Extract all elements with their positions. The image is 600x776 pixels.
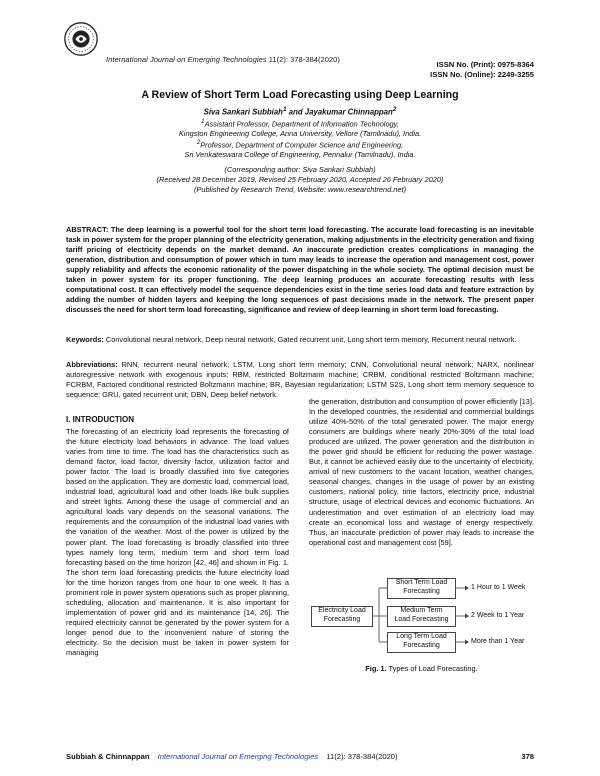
root-box-line1: Electricity Load bbox=[318, 607, 366, 614]
box-medium-term bbox=[387, 606, 456, 627]
affiliation-2-sup: 2 bbox=[196, 139, 201, 146]
abbreviations-label: Abbreviations: bbox=[66, 360, 118, 369]
short-term-line2: Forecasting bbox=[403, 587, 440, 595]
author-1: Siva Sankari Subbiah bbox=[203, 107, 283, 117]
received-dates: (Received 28 December 2019, Revised 25 February 2020, Accepted 26 February 2020) bbox=[156, 175, 444, 184]
box-short-term bbox=[387, 578, 456, 599]
page-footer bbox=[66, 752, 534, 761]
affiliation-1-line1: Assistant Professor, Department of Information Technology, bbox=[204, 119, 399, 129]
footer-journal: International Journal on Emerging Technologies bbox=[157, 752, 319, 761]
abbreviations bbox=[66, 360, 534, 400]
issn-online: ISSN No. (Online): 2249-3255 bbox=[430, 70, 534, 79]
abstract-label: ABSTRACT: bbox=[66, 225, 109, 234]
affiliation-1-sup: 1 bbox=[201, 118, 205, 125]
intro-left-column: The forecasting of an electricity load represents the forecasting of the future electricity load behaviors in advance. The load values varies from time to time. The load has the characteristics such as demand factor, load factor, diversity factor, utilization factor and power factor. The load is broadly classified into five categories based on the application. They are domestic load, commercial load, industrial load, agricultural load and other loads like bulk supplies and street lights. Among these the usage of commercial and an agricultural loads vary depends on the seasonal variations. The requirements and the consumption of the industrial load varies with the variation of the weather. Most of the power is utilized by the power plant. The load forecasting is broadly classified into three types namely long term, medium term and short term load forecasting based on the time horizon [42, 46] and shown in Fig. 1. The short term load forecasting predicts the future electricity load for the time horizon ranges from one hour to one week. It has a prominent role in power system operations such as proper planning, scheduling, allocation and maintenance. It is also important for implementation of power grid and its maintenance [14, 26]. The required electricity cannot be generated by the power system for a longer period due to the inconvenient nature of storing the electricity. So the decision must be taken in power system for managing bbox=[66, 427, 289, 658]
affiliation-2 bbox=[0, 138, 600, 160]
author-2: Jayakumar Chinnappan bbox=[304, 107, 393, 117]
medium-term-line2: Load Forecasting bbox=[394, 615, 449, 623]
paper-title: A Review of Short Term Load Forecasting using Deep Learning bbox=[141, 89, 459, 101]
author-joiner: and bbox=[286, 107, 305, 117]
corresponding-author: (Corresponding author: Siva Sankari Subbiah) bbox=[224, 165, 376, 174]
journal-name: International Journal on Emerging Technologies bbox=[106, 55, 267, 64]
intro-right-column bbox=[309, 397, 534, 548]
figure-caption-text: Types of Load Forecasting. bbox=[386, 664, 478, 673]
affiliation-2-line2: Sri Venkateswara College of Engineering, Pennalur (Tamilnadu), India. bbox=[184, 150, 416, 160]
journal-logo-icon bbox=[62, 20, 100, 58]
affiliation-1 bbox=[0, 117, 600, 139]
root-box-electricity-load-forecasting bbox=[311, 606, 373, 627]
long-term-line2: Forecasting bbox=[403, 641, 440, 649]
journal-header bbox=[106, 55, 340, 64]
author-line bbox=[0, 106, 600, 117]
horizon-short-term: 1 Hour to 1 Week bbox=[471, 584, 526, 591]
footer-volume: 11(2): 378-384(2020) bbox=[326, 752, 398, 761]
figure-1-diagram bbox=[309, 578, 539, 662]
abbreviations-text: RNN, recurrent neural network; LSTM, Long short term memory; CNN, Convolutional neural network; NARX, nonlinear autoregressive network with exogenous inputs; RBM, restricted Boltzmann machine; CRBM, conditional restricted Boltzmann machine; FCRBM, Factored conditional restricted Boltzmann machine; BR, Bayesian regularization; LSTM S2S, Long short term memory sequence to sequence; GRU, gated recurrent unit; DBN, Deep belief network. bbox=[66, 360, 534, 399]
keywords bbox=[66, 335, 534, 345]
footer-authors: Subbiah & Chinnappan bbox=[66, 752, 150, 761]
intro-right-paragraph-1: the generation, distribution and consumption of power efficiently [13]. bbox=[309, 397, 535, 406]
published-by: (Published by Research Trend, Website: www.researchtrend.net) bbox=[193, 185, 407, 194]
long-term-line1: Long Term Load bbox=[396, 633, 447, 640]
keywords-label: Keywords: bbox=[66, 335, 104, 344]
abstract-text: The deep learning is a powerful tool for the short term load forecasting. The accurate load forecasting is an inevitable task in power system for the proper planning of the electricity generation, making adjustments in the electricity generation and fixing tariff pricing of electricity depends on the market demand. An inaccurate prediction creates complications in managing the generation, distribution and consumption of power which in turn may leads to increase the operation and management cost, power supply reliability and affects the economic rationality of the power dispatching in the whole society. The optimal decision must be taken in power system for its proper functioning. The deep learning produces an accurate forecasting results with less computational cost. It can effectively model the sequence dependencies exist in the time series load data and feature extraction by adding the number of hidden layers and keeping the long sequences of past decisions made in the network. The present paper discusses the need for short term load forecasting, significance and review of deep learning in short term load forecasting. bbox=[66, 225, 534, 314]
footer-page-number: 378 bbox=[521, 752, 534, 761]
horizon-medium-term: 2 Week to 1 Year bbox=[471, 612, 525, 619]
author-2-sup: 2 bbox=[392, 106, 397, 113]
affiliation-1-line2: Kingston Engineering College, Anna University, Vellore (Tamilnadu), India. bbox=[178, 129, 422, 139]
affiliation-2-line1: Professor, Department of Computer Science and Engineering, bbox=[200, 140, 404, 150]
horizon-long-term: More than 1 Year bbox=[471, 638, 525, 645]
keywords-text: Convolutional neural network, Deep neural network, Gated recurrent unit, Long short term memory, Recurrent neural network. bbox=[103, 335, 517, 344]
intro-right-paragraph-2: In the developed countries, the residential and commercial buildings utilize 40%-50% of the total generated power. The major energy consumers are buildings where nearly 20%-30% of the total load produced are utilized. The power generation and the distribution in the power grid should be efficient for reducing the power wastage. But, it cannot be achieved easily due to the uncertainty of electricity, arrival of new customers to the vacant location, weather changes, seasonal changes, changes in the usage of power by an existing customers, national policy, time factors, electricity price, industrial structure, usage of electrical devices and economic fluctuations. An underestimation and over estimation of an electricity load may create an economical loss and wastage of energy respectively. Thus, an inaccurate prediction of power may leads to increase the operational cost and management cost [59]. bbox=[309, 407, 534, 547]
author-1-sup: 1 bbox=[282, 106, 287, 113]
short-term-line1: Short Term Load bbox=[395, 579, 448, 586]
abstract bbox=[66, 225, 534, 315]
figure-caption-label: Fig. 1. bbox=[365, 664, 387, 673]
root-box-line2: Forecasting bbox=[323, 615, 361, 623]
box-long-term bbox=[387, 632, 456, 653]
section-heading: I. INTRODUCTION bbox=[66, 415, 134, 424]
figure-1-caption bbox=[309, 664, 534, 673]
journal-volume: 11(2): 378-384(2020) bbox=[268, 55, 340, 64]
medium-term-line1: Medium Term bbox=[400, 607, 443, 614]
issn-print: ISSN No. (Print): 0975-8364 bbox=[436, 60, 534, 69]
